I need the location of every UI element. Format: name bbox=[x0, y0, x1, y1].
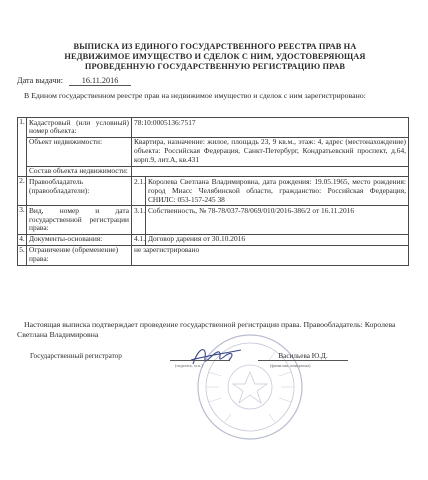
cadastral-value: 78:10:0005136:7517 bbox=[132, 118, 409, 138]
registration-label: Вид, номер и дата государственной регистрации права: bbox=[27, 206, 132, 235]
owner-value: Королева Светлана Владимировна, дата рождения: 19.05.1965, место рождения: город Миасс Челябинской области, гражданство: Российская Федерация, СНИЛС: 053-157-245 38 bbox=[146, 177, 409, 206]
registrar-label: Государственный регистратор bbox=[30, 352, 122, 360]
signature-line bbox=[170, 360, 230, 361]
documents-value: Договор дарения от 30.10.2016 bbox=[146, 234, 409, 245]
composition-label: Состав объекта недвижимости: bbox=[27, 166, 132, 177]
row-number: 2. bbox=[18, 177, 27, 206]
issue-date-label: Дата выдачи: bbox=[17, 76, 63, 85]
title-line-2: НЕДВИЖИМОЕ ИМУЩЕСТВО И СДЕЛОК С НИМ, УДОСТОВЕРЯЮЩАЯ bbox=[64, 52, 366, 61]
document-title bbox=[40, 42, 390, 72]
table-row bbox=[18, 245, 409, 265]
owner-label: Правообладатель (правообладатели): bbox=[27, 177, 132, 206]
issue-date-value: 16.11.2016 bbox=[69, 76, 131, 86]
row-number: 4. bbox=[18, 234, 27, 245]
cadastral-label: Кадастровый (или условный) номер объекта: bbox=[27, 118, 132, 138]
confirmation-paragraph: Настоящая выписка подтверждает проведение государственной регистрации права. Правообладатель: Королева Светлана Владимировна bbox=[17, 320, 396, 339]
documents-label: Документы-основания: bbox=[27, 234, 132, 245]
row-number: 3. bbox=[18, 206, 27, 235]
registry-table bbox=[17, 117, 409, 266]
registration-subnumber: 3.1. bbox=[132, 206, 146, 235]
row-number: 1. bbox=[18, 118, 27, 177]
table-row bbox=[18, 206, 409, 235]
encumbrance-label: Ограничение (обременение) права: bbox=[27, 245, 132, 265]
title-line-3: ПРОВЕДЕННУЮ ГОСУДАРСТВЕННУЮ РЕГИСТРАЦИЮ ПРАВ bbox=[84, 62, 346, 71]
title-line-1: ВЫПИСКА ИЗ ЕДИНОГО ГОСУДАРСТВЕННОГО РЕЕСТРА ПРАВ НА bbox=[73, 42, 357, 51]
intro-paragraph: В Едином государственном реестре прав на недвижимое имущество и сделок с ним зарегистрировано: bbox=[24, 91, 366, 100]
issue-date-row bbox=[17, 76, 131, 86]
table-row bbox=[18, 137, 409, 166]
row-number: 5. bbox=[18, 245, 27, 265]
object-label: Объект недвижимости: bbox=[27, 137, 132, 166]
registrar-name: Васильева Ю.Д. bbox=[258, 352, 348, 361]
table-row bbox=[18, 234, 409, 245]
object-value: Квартира, назначение: жилое, площадь 23, 9 кв.м., этаж: 4, адрес (местонахождение) объекта: Российская Федерация, Санкт-Петербург, Кондратьевский проспект, д.64, корп.9, лит.А, кв.431 bbox=[132, 137, 409, 166]
owner-subnumber: 2.1. bbox=[132, 177, 146, 206]
encumbrance-value: не зарегистрировано bbox=[132, 245, 409, 265]
documents-subnumber: 4.1. bbox=[132, 234, 146, 245]
registration-value: Собственность, № 78-78/037-78/069/010/2016-386/2 от 16.11.2016 bbox=[146, 206, 409, 235]
name-caption: (фамилия, инициалы) bbox=[270, 363, 311, 368]
composition-value bbox=[132, 166, 409, 177]
table-row bbox=[18, 177, 409, 206]
table-row bbox=[18, 166, 409, 177]
signature-caption: (подпись, м.п.) bbox=[175, 363, 203, 368]
table-row bbox=[18, 118, 409, 138]
